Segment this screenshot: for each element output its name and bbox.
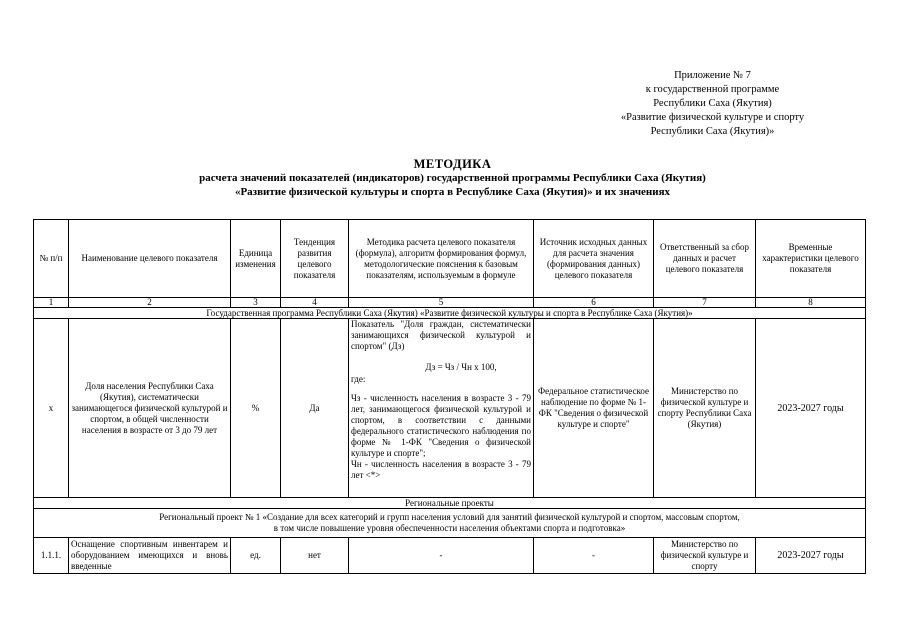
- project-title-line-2: в том числе повышение уровня обеспеченности населения объектами спорта и подготовка»: [273, 523, 626, 533]
- header-cell-method: Методика расчета целевого показателя (формула), алгоритм формирования формул, методологические пояснения к базовым показателям, используемым в формуле: [349, 220, 534, 298]
- column-number: 3: [231, 298, 281, 308]
- column-number: 2: [69, 298, 231, 308]
- appendix-line: Приложение № 7: [674, 70, 751, 81]
- column-number: 4: [281, 298, 349, 308]
- column-numbers-row: [34, 298, 866, 308]
- program-row: [34, 308, 866, 319]
- indicator-source: -: [534, 538, 654, 574]
- indicator-period: 2023-2027 годы: [756, 538, 866, 574]
- project-title: [34, 509, 866, 538]
- method-intro: Показатель "Доля граждан, систематически занимающихся физической культурой и спортом" (Дз): [351, 319, 531, 351]
- indicator-name: Оснащение спортивным инвентарем и оборудованием имеющихся и вновь введенные: [69, 538, 231, 574]
- column-number: 5: [349, 298, 534, 308]
- column-number: 1: [34, 298, 69, 308]
- title-line-2: расчета значений показателей (индикаторов) государственной программы Республики Саха (Якутия): [199, 172, 706, 184]
- column-number: 7: [654, 298, 756, 308]
- appendix-header: [560, 69, 865, 139]
- indicator-source: Федеральное статистическое наблюдение по форме № 1-ФК "Сведения о физической культуре и спорте": [534, 319, 654, 498]
- project-title-line-1: Региональный проект № 1 «Создание для всех категорий и групп населения условий для занятий физической культурой и спортом, массовым спортом,: [159, 512, 740, 522]
- header-cell-trend: Тенденция развития целевого показателя: [281, 220, 349, 298]
- method-formula: Дз = Чз / Чн х 100,: [425, 362, 497, 372]
- appendix-line: «Развитие физической культуре и спорту: [620, 112, 805, 123]
- indicator-responsible: Министерство по физической культуре и спорту: [654, 538, 756, 574]
- method-cn: Чн - численность населения в возрасте 3 - 79 лет <*>: [351, 459, 531, 480]
- project-row: [34, 509, 866, 538]
- indicators-table: [33, 219, 866, 574]
- header-cell-source: Источник исходных данных для расчета значения (формирования данных) целевого показателя: [534, 220, 654, 298]
- header-cell-num: № п/п: [34, 220, 69, 298]
- appendix-line: к государственной программе: [645, 84, 780, 95]
- indicator-trend: Да: [281, 319, 349, 498]
- indicator-method: -: [349, 538, 534, 574]
- column-number: 8: [756, 298, 866, 308]
- row-num: х: [34, 319, 69, 498]
- indicator-unit: ед.: [231, 538, 281, 574]
- header-cell-name: Наименование целевого показателя: [69, 220, 231, 298]
- header-cell-period: Временные характеристики целевого показателя: [756, 220, 866, 298]
- indicator-unit: %: [231, 319, 281, 498]
- title-line-1: МЕТОДИКА: [413, 157, 492, 171]
- appendix-line: Республики Саха (Якутия): [653, 98, 772, 109]
- program-title: Государственная программа Республики Саха (Якутия) «Развитие физической культуры и спорта в Республике Саха (Якутия)»: [34, 308, 866, 319]
- appendix-line: Республики Саха (Якутия)»: [650, 126, 775, 137]
- document-title: [40, 157, 865, 199]
- title-line-3: «Развитие физической культуры и спорта в Республике Саха (Якутия)» и их значениях: [234, 186, 671, 198]
- row-num: 1.1.1.: [34, 538, 69, 574]
- header-cell-unit: Единица изменения: [231, 220, 281, 298]
- regional-projects-row: [34, 498, 866, 509]
- indicator-responsible: Министерство по физической культуре и спорту Республики Саха (Якутия): [654, 319, 756, 498]
- table-header-row: [34, 220, 866, 298]
- header-cell-responsible: Ответственный за сбор данных и расчет целевого показателя: [654, 220, 756, 298]
- indicator-period: 2023-2027 годы: [756, 319, 866, 498]
- table-row: [34, 319, 866, 498]
- method-where: где:: [351, 374, 366, 384]
- indicator-name: Доля населения Республики Саха (Якутия), систематически занимающегося физической культурой и спортом, в общей численности населения в возрасте от 3 до 79 лет: [69, 319, 231, 498]
- indicator-trend: нет: [281, 538, 349, 574]
- method-cz: Чз - численность населения в возрасте 3 - 79 лет, занимающегося физической культурой и спортом, в соответствии с данными федерального статистического наблюдения по форме № 1-ФК "Сведения о физической культуре и спорте";: [351, 393, 531, 458]
- indicator-method: [349, 319, 534, 498]
- table-row: [34, 538, 866, 574]
- column-number: 6: [534, 298, 654, 308]
- regional-projects-title: Региональные проекты: [34, 498, 866, 509]
